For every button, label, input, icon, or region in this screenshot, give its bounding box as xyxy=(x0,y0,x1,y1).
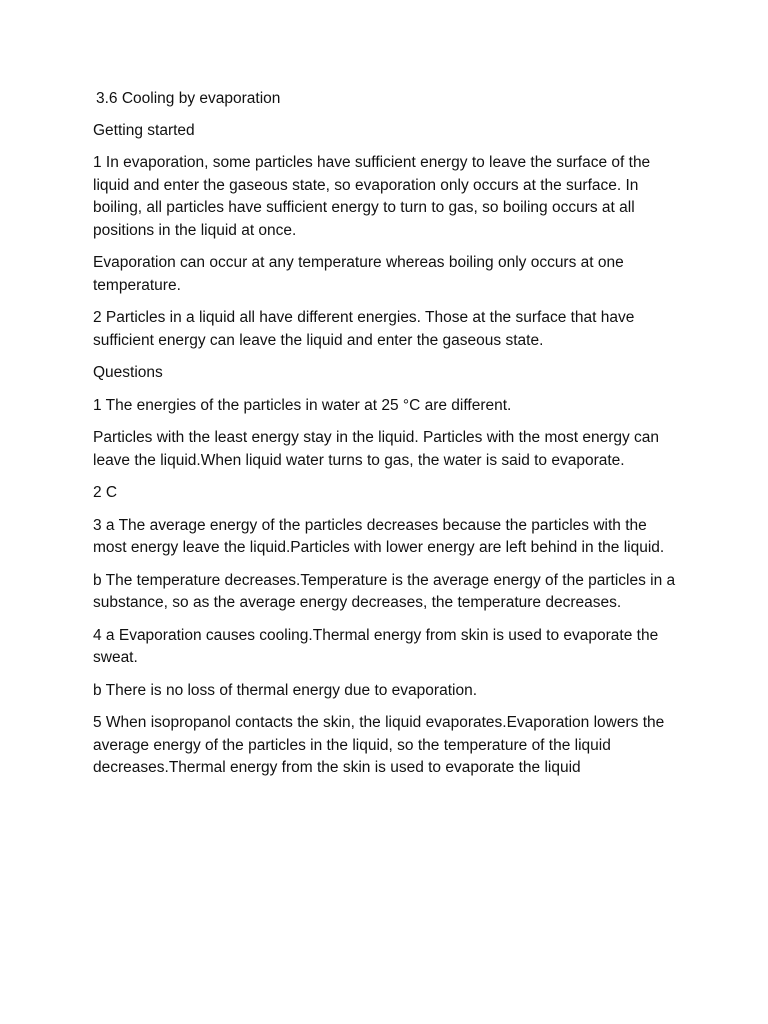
getting-started-heading: Getting started xyxy=(93,121,195,139)
section-title: 3.6 Cooling by evaporation xyxy=(96,90,281,107)
document-body xyxy=(93,88,683,790)
answer-q4a: 4 a Evaporation causes cooling.Thermal energy from skin is used to evaporate the sweat. xyxy=(93,626,659,666)
paragraph-gs-1b: Evaporation can occur at any temperature whereas boiling only occurs at one temperature. xyxy=(93,254,624,294)
paragraph-gs-2: 2 Particles in a liquid all have different energies. Those at the surface that have sufficient energy can leave the liquid and enter the gaseous state. xyxy=(93,309,635,349)
paragraph-gs-1: 1 In evaporation, some particles have sufficient energy to leave the surface of the liquid and enter the gaseous state, so evaporation only occurs at the surface. In boiling, all particles have sufficient energy to turn to gas, so boiling occurs at all positions in the liquid at once. xyxy=(93,154,651,239)
answer-q4b: b There is no loss of thermal energy due to evaporation. xyxy=(93,681,477,699)
answer-q1b: Particles with the least energy stay in the liquid. Particles with the most energy can leave the liquid.When liquid water turns to gas, the water is said to evaporate. xyxy=(93,429,660,469)
questions-heading: Questions xyxy=(93,364,163,381)
answer-q1: 1 The energies of the particles in water at 25 °C are different. xyxy=(93,396,512,414)
answer-q3b: b The temperature decreases.Temperature is the average energy of the particles in a substance, so as the average energy decreases, the temperature decreases. xyxy=(93,571,676,611)
answer-q2: 2 C xyxy=(93,484,118,501)
answer-q3a: 3 a The average energy of the particles decreases because the particles with the most energy leave the liquid.Particles with lower energy are left behind in the liquid. xyxy=(93,516,665,556)
answer-q5: 5 When isopropanol contacts the skin, the liquid evaporates.Evaporation lowers the average energy of the particles in the liquid, so the temperature of the liquid decreases.Thermal energy from the skin is used to evaporate the liquid xyxy=(93,714,665,776)
